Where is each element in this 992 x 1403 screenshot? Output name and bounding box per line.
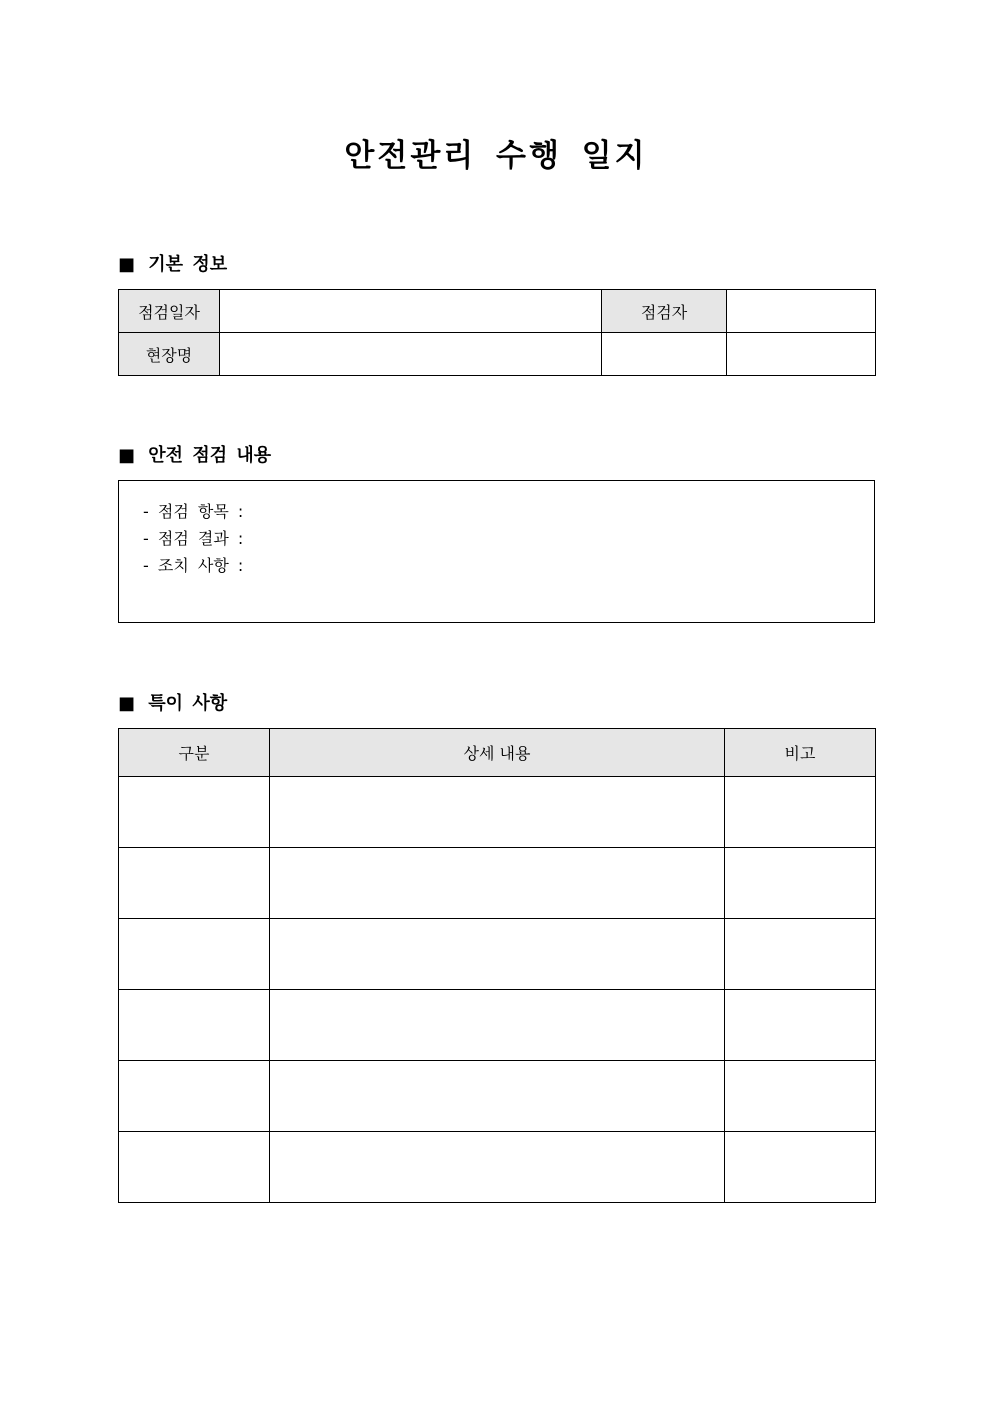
empty-cell[interactable]	[602, 333, 727, 376]
table-header-row	[119, 729, 876, 777]
page-title: 안전관리 수행 일지	[344, 138, 648, 174]
remarks-cell[interactable]	[725, 1132, 876, 1203]
square-bullet-icon: ■	[118, 254, 136, 275]
remarks-cell[interactable]	[725, 848, 876, 919]
category-cell[interactable]	[119, 919, 270, 990]
category-cell[interactable]	[119, 1061, 270, 1132]
table-row	[119, 919, 876, 990]
category-cell[interactable]	[119, 848, 270, 919]
table-row	[119, 1132, 876, 1203]
inspector-label: 점검자	[602, 290, 727, 333]
section-heading-safety-check	[118, 443, 271, 469]
details-cell[interactable]	[270, 1132, 725, 1203]
details-cell[interactable]	[270, 777, 725, 848]
inspection-date-field[interactable]	[220, 290, 602, 333]
remarks-cell[interactable]	[725, 919, 876, 990]
check-items-line: - 점검 항목 :	[143, 502, 244, 521]
details-cell[interactable]	[270, 1061, 725, 1132]
action-taken-line: - 조치 사항 :	[143, 556, 244, 575]
section-title: 안전 점검 내용	[148, 445, 272, 466]
site-name-field[interactable]	[220, 333, 602, 376]
section-title: 기본 정보	[148, 254, 228, 275]
category-cell[interactable]	[119, 777, 270, 848]
site-name-label: 현장명	[119, 333, 220, 376]
square-bullet-icon: ■	[118, 445, 136, 466]
square-bullet-icon: ■	[118, 693, 136, 714]
table-row	[119, 333, 876, 376]
section-heading-basic-info	[118, 252, 227, 278]
details-cell[interactable]	[270, 990, 725, 1061]
inspection-date-label: 점검일자	[119, 290, 220, 333]
column-header-category: 구분	[119, 729, 270, 777]
details-cell[interactable]	[270, 848, 725, 919]
special-notes-table	[118, 728, 876, 1203]
details-cell[interactable]	[270, 919, 725, 990]
table-row	[119, 1061, 876, 1132]
column-header-remarks: 비고	[725, 729, 876, 777]
section-heading-special-notes	[118, 691, 227, 717]
basic-info-table	[118, 289, 876, 376]
table-row	[119, 290, 876, 333]
remarks-cell[interactable]	[725, 1061, 876, 1132]
table-row	[119, 777, 876, 848]
check-result-line: - 점검 결과 :	[143, 529, 244, 548]
empty-cell[interactable]	[727, 333, 876, 376]
category-cell[interactable]	[119, 990, 270, 1061]
inspector-field[interactable]	[727, 290, 876, 333]
section-title: 특이 사항	[148, 693, 228, 714]
remarks-cell[interactable]	[725, 777, 876, 848]
table-row	[119, 848, 876, 919]
table-row	[119, 990, 876, 1061]
category-cell[interactable]	[119, 1132, 270, 1203]
safety-check-box[interactable]	[118, 480, 875, 623]
remarks-cell[interactable]	[725, 990, 876, 1061]
column-header-details: 상세 내용	[270, 729, 725, 777]
